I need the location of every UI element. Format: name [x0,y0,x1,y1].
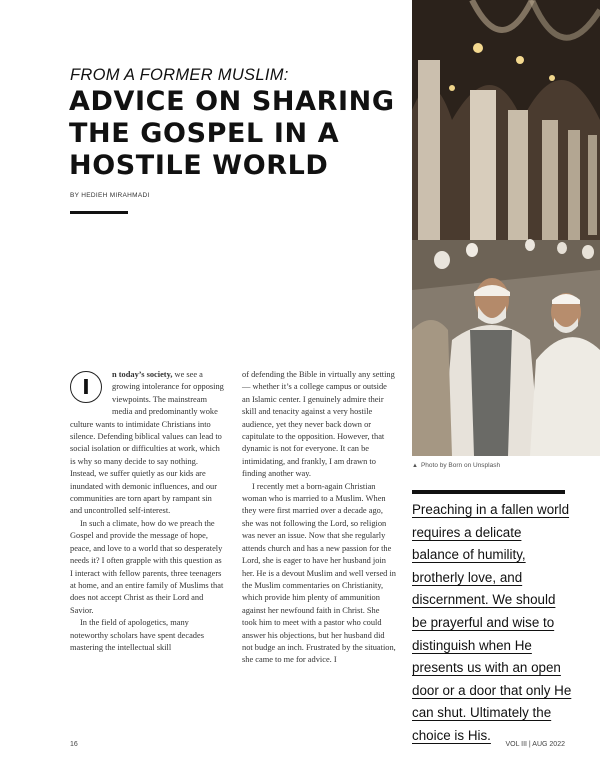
issue-label: VOL III | AUG 2022 [505,741,565,748]
paragraph: In the field of apologetics, many noteworthy scholars have spent decades mastering the intellectual skill [70,618,204,652]
byline: BY HEDIEH MIRAHMADI [70,192,150,199]
pullquote: Preaching in a fallen world requires a delicate balance of humility, brotherly love, and discernment. We should be prayerful and wise to distinguish when He presents us with an open door or a door that only He can shut. Ultimately the choice is His. [412,502,572,743]
title-line: THE GOSPEL IN A [69,118,340,149]
kicker: FROM A FORMER MUSLIM: [70,66,289,84]
pullquote-rule [412,490,565,494]
paragraph: of defending the Bible in virtually any setting — whether it’s a college campus or outside an Islamic center. I genuinely admire their skill and tenacity against a very hostile audience, yet they never back down or capitulate to the opposition. However, that dynamic is not for everyone. It can be intimidating, and frankly, I am drawn to finding another way. [242,370,395,479]
mosque-crowd-photo [412,0,600,456]
title-line: HOSTILE WORLD [69,150,329,181]
photo-caption [412,462,500,469]
body-column-1 [70,369,224,654]
title-line: ADVICE ON SHARING [69,86,395,117]
paragraph-text: we see a growing intolerance for opposing viewpoints. The mainstream media and predominantly woke culture wants to intimidate Christians into silence. Defending biblical values can lead to social isolation or difficulties at work, which is why so many decide to say nothing. Instead, we suffer quietly as our kids are inundated with demonic influences, and our communities are torn apart by rampant sin and uncontrolled self-interest. [70,370,224,516]
byline-rule [70,211,128,214]
triangle-up-icon: ▲ [412,463,418,469]
article-title [69,86,409,182]
photo-caption-text: Photo by Born on Unsplash [420,462,501,469]
dropcap: I [70,371,102,403]
photo-illustration [412,0,600,456]
lead-in: n today’s society, [112,370,173,379]
paragraph: In such a climate, how do we preach the Gospel and provide the message of hope, peace, and love to a world that so desperately needs it? I often grapple with this question as I interact with fellow parents, three teenagers at home, and an entire family of Muslims that does not accept Christ as their Lord and Savior. [70,518,224,615]
body-column-2 [242,369,396,667]
paragraph: I recently met a born-again Christian woman who is married to a Muslim. When they were first married over a decade ago, she was not following the Lord, so religion was never an issue. Now that she regularly attends church and has a new passion for the Lord, she is eager to have her husband join her. He is a devout Muslim and well versed in the Muslim commentaries on Christianity, which provide him plenty of ammunition against her newfound faith in Christ. She took him to meet with a pastor who could answer his objections, but her husband did not budge an inch. Frustrated by the situation, she came to me for advice. I [242,481,396,665]
page-number: 16 [70,741,78,748]
